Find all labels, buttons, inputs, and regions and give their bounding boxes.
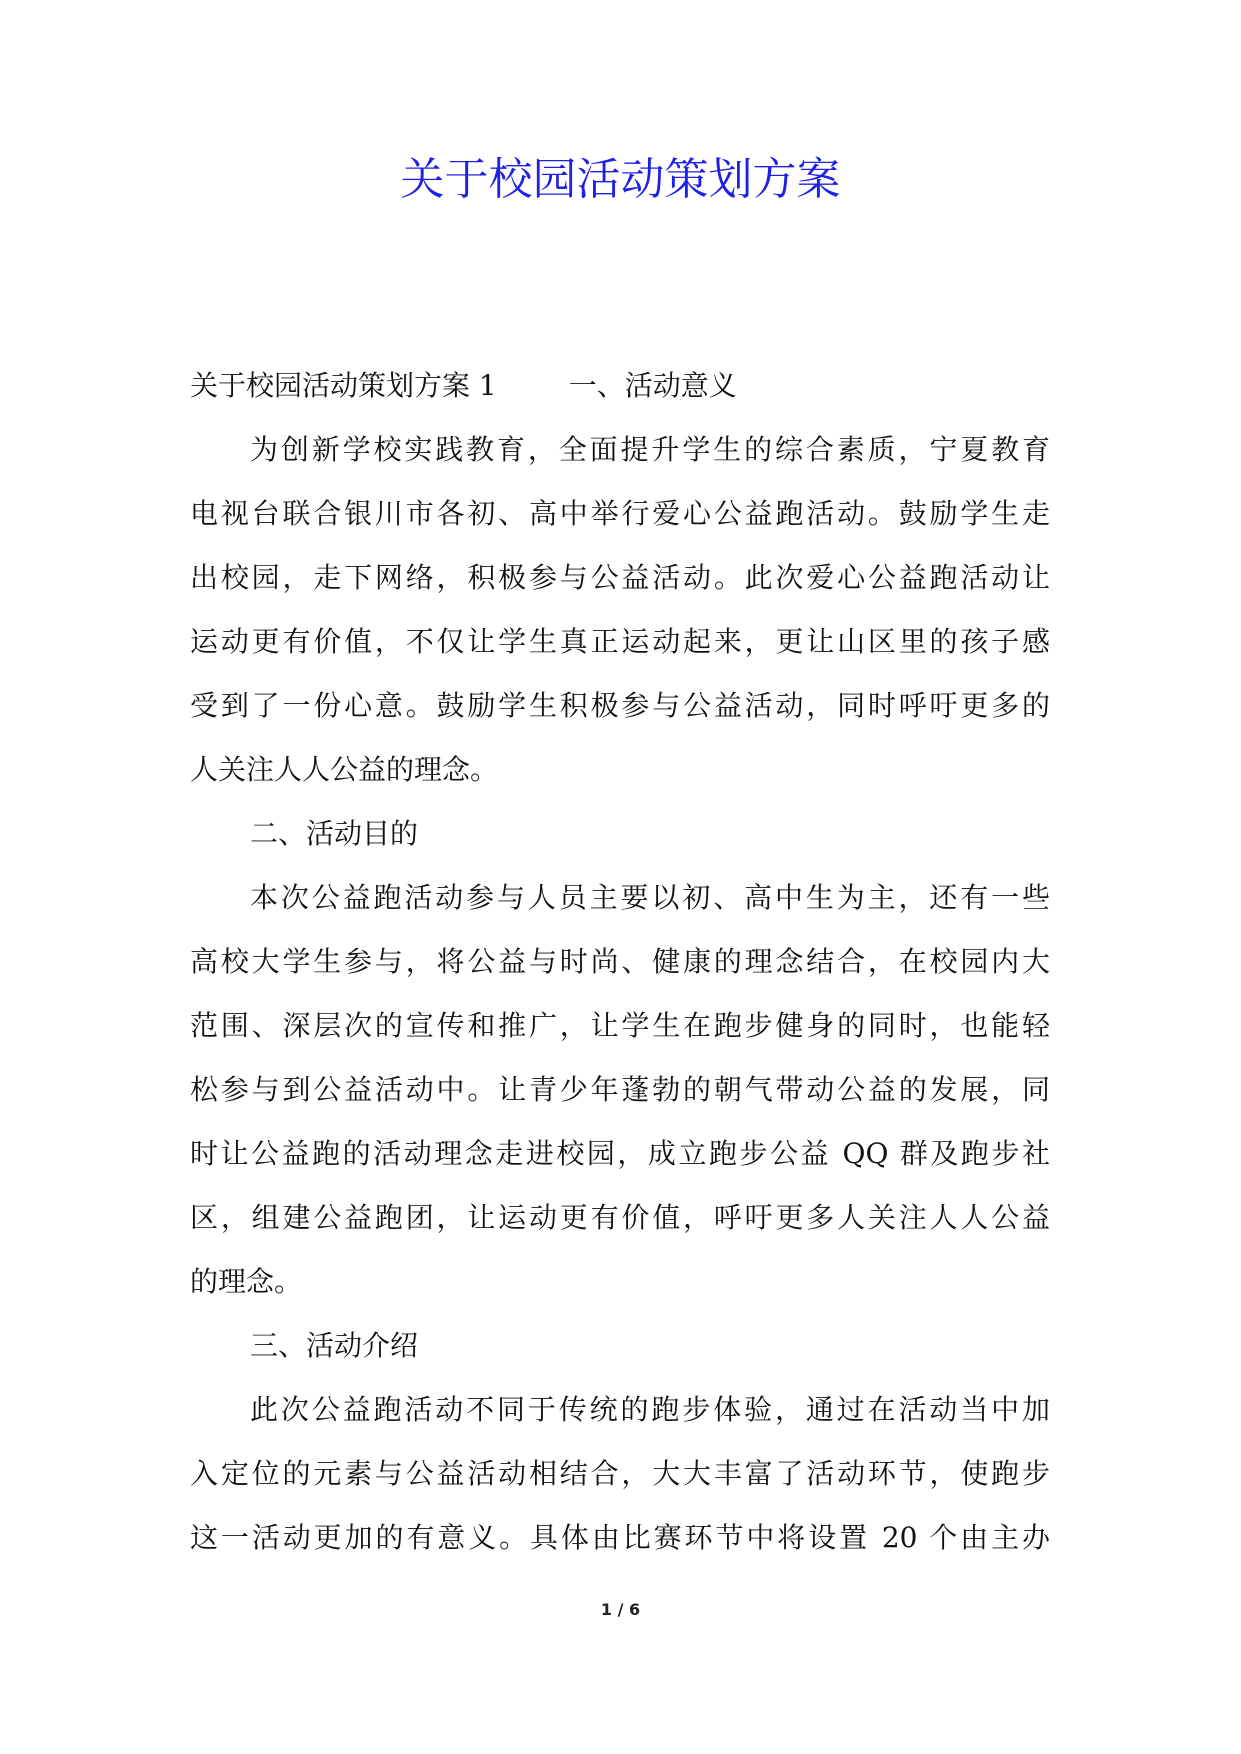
section-intro-line [190, 354, 1050, 418]
paragraph-line: 高校大学生参与，将公益与时尚、健康的理念结合，在校园内大 [190, 945, 1050, 978]
paragraph-line: 区，组建公益跑团，让运动更有价值，呼吁更多人关注人人公益 [190, 1201, 1050, 1234]
paragraph-line: 本次公益跑活动参与人员主要以初、高中生为主，还有一些 [250, 881, 1050, 914]
paragraph-line: 范围、深层次的宣传和推广，让学生在跑步健身的同时，也能轻 [190, 1009, 1050, 1042]
heading-activity-significance: 一、活动意义 [568, 369, 737, 402]
plan-subtitle: 关于校园活动策划方案 1 [190, 369, 497, 402]
paragraph-line: 受到了一份心意。鼓励学生积极参与公益活动，同时呼吁更多的 [190, 689, 1050, 722]
paragraph-line: 的理念。 [190, 1265, 303, 1298]
paragraph-line: 运动更有价值，不仅让学生真正运动起来，更让山区里的孩子感 [190, 625, 1050, 658]
paragraph-line: 此次公益跑活动不同于传统的跑步体验，通过在活动当中加 [250, 1393, 1050, 1426]
paragraph-line: 松参与到公益活动中。让青少年蓬勃的朝气带动公益的发展，同 [190, 1073, 1050, 1106]
paragraph-line: 为创新学校实践教育，全面提升学生的综合素质，宁夏教育 [250, 433, 1050, 466]
paragraph-line: 这一活动更加的有意义。具体由比赛环节中将设置 20 个由主办 [190, 1521, 1050, 1554]
paragraph-line: 人关注人人公益的理念。 [190, 753, 499, 786]
document-body [190, 354, 1050, 1570]
heading-activity-introduction: 三、活动介绍 [250, 1329, 419, 1362]
document-title: 关于校园活动策划方案 [400, 154, 841, 205]
paragraph-line: 时让公益跑的活动理念走进校园，成立跑步公益 QQ 群及跑步社 [190, 1137, 1050, 1170]
paragraph-line: 入定位的元素与公益活动相结合，大大丰富了活动环节，使跑步 [190, 1457, 1050, 1490]
page-number: 1 / 6 [600, 1600, 641, 1619]
paragraph-line: 出校园，走下网络，积极参与公益活动。此次爱心公益跑活动让 [190, 561, 1050, 594]
heading-activity-purpose: 二、活动目的 [250, 817, 419, 850]
paragraph-line: 电视台联合银川市各初、高中举行爱心公益跑活动。鼓励学生走 [190, 497, 1050, 530]
